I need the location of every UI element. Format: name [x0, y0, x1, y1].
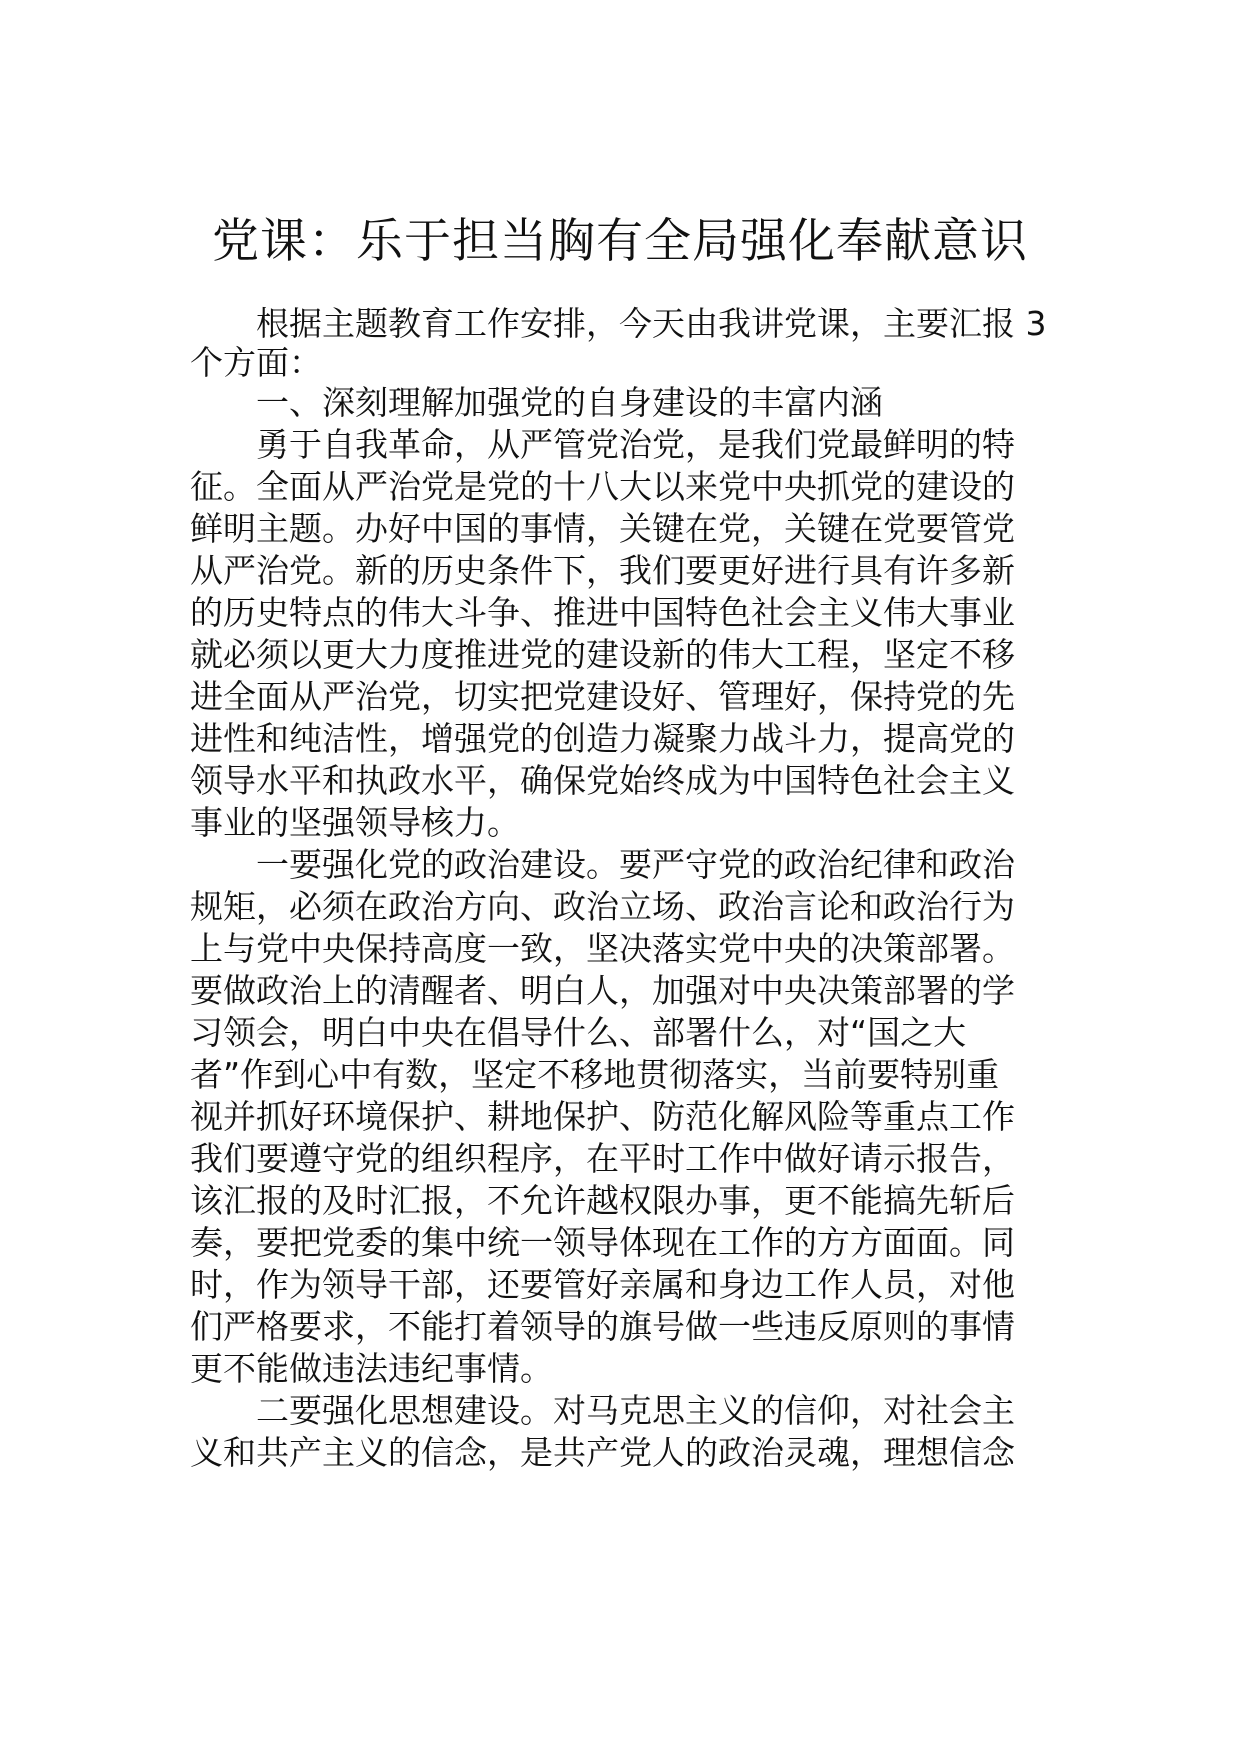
paragraph-line: 上与党中央保持高度一致，坚决落实党中央的决策部署。: [190, 929, 1015, 968]
paragraph-line: 时，作为领导干部，还要管好亲属和身边工作人员，对他: [190, 1265, 1015, 1304]
paragraph-line: 我们要遵守党的组织程序，在平时工作中做好请示报告，: [190, 1139, 1015, 1178]
paragraph-line: 更不能做违法违纪事情。: [190, 1349, 553, 1388]
paragraph-line: 习领会，明白中央在倡导什么、部署什么，对“国之大: [190, 1013, 967, 1052]
paragraph-line: 们严格要求，不能打着领导的旗号做一些违反原则的事情: [190, 1307, 1015, 1346]
paragraph-line: 事业的坚强领导核力。: [190, 803, 520, 842]
paragraph-line: 要做政治上的清醒者、明白人，加强对中央决策部署的学: [190, 971, 1015, 1010]
paragraph-line: 领导水平和执政水平，确保党始终成为中国特色社会主义: [190, 761, 1015, 800]
paragraph-line: 该汇报的及时汇报，不允许越权限办事，更不能搞先斩后: [190, 1181, 1015, 1220]
paragraph-line: 鲜明主题。办好中国的事情，关键在党，关键在党要管党: [190, 509, 1015, 548]
paragraph-line: 者”作到心中有数，坚定不移地贯彻落实，当前要特别重: [190, 1055, 1000, 1094]
paragraph-line: 根据主题教育工作安排，今天由我讲党课，主要汇报 3: [256, 304, 1047, 343]
paragraph-line: 进全面从严治党，切实把党建设好、管理好，保持党的先: [190, 677, 1015, 716]
paragraph-line: 征。全面从严治党是党的十八大以来党中央抓党的建设的: [190, 467, 1015, 506]
paragraph-line: 就必须以更大力度推进党的建设新的伟大工程，坚定不移: [190, 635, 1015, 674]
paragraph-line: 奏，要把党委的集中统一领导体现在工作的方方面面。同: [190, 1223, 1015, 1262]
paragraph-line: 视并抓好环境保护、耕地保护、防范化解风险等重点工作: [190, 1097, 1015, 1136]
paragraph-line: 勇于自我革命，从严管党治党，是我们党最鲜明的特: [256, 425, 1015, 464]
section-heading: 一、深刻理解加强党的自身建设的丰富内涵: [256, 383, 883, 422]
paragraph-line: 规矩，必须在政治方向、政治立场、政治言论和政治行为: [190, 887, 1015, 926]
paragraph-line: 进性和纯洁性，增强党的创造力凝聚力战斗力，提高党的: [190, 719, 1015, 758]
paragraph-line: 义和共产主义的信念，是共产党人的政治灵魂，理想信念: [190, 1433, 1015, 1472]
paragraph-line: 个方面：: [190, 343, 322, 382]
paragraph-line: 的历史特点的伟大斗争、推进中国特色社会主义伟大事业: [190, 593, 1015, 632]
paragraph-line: 二要强化思想建设。对马克思主义的信仰，对社会主: [256, 1391, 1015, 1430]
document-title: 党课：乐于担当胸有全局强化奉献意识: [212, 214, 1028, 269]
paragraph-line: 一要强化党的政治建设。要严守党的政治纪律和政治: [256, 845, 1015, 884]
paragraph-line: 从严治党。新的历史条件下，我们要更好进行具有许多新: [190, 551, 1015, 590]
